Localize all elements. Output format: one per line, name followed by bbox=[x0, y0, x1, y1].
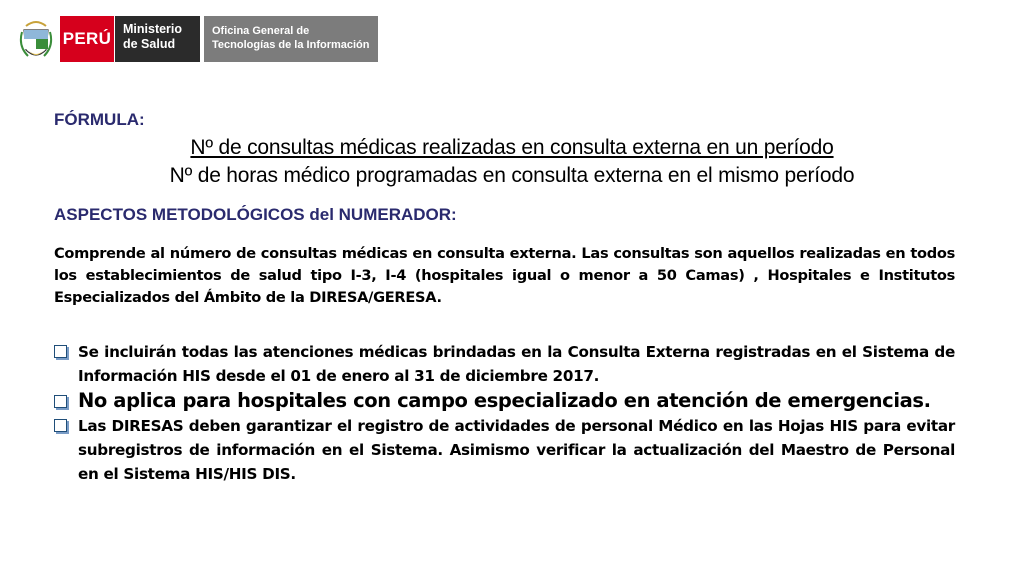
list-item bbox=[54, 388, 955, 414]
formula-numerator: Nº de consultas médicas realizadas en consulta externa en un período bbox=[190, 136, 834, 159]
checkbox-bullet-icon bbox=[54, 395, 67, 408]
list-item bbox=[54, 414, 955, 486]
bullet-text: Las DIRESAS deben garantizar el registro de actividades de personal Médico en las Hojas HIS para evitar subregistros de información en el Sistema. Asimismo verificar la actualización del Maestro de Personal en el Sistema HIS/HIS DIS. bbox=[78, 417, 955, 483]
bullet-text: No aplica para hospitales con campo especializado en atención de emergencias. bbox=[78, 389, 931, 412]
coat-of-arms-icon bbox=[18, 16, 54, 62]
office-line-1: Oficina General de bbox=[212, 25, 310, 37]
ministry-line-2: de Salud bbox=[123, 37, 176, 51]
checkbox-bullet-icon bbox=[54, 345, 67, 358]
bullet-list bbox=[54, 340, 955, 486]
office-badge bbox=[202, 16, 378, 62]
ministry-badge bbox=[114, 16, 200, 62]
ministry-line-1: Ministerio bbox=[123, 22, 183, 36]
formula-denominator: Nº de horas médico programadas en consulta externa en el mismo período bbox=[169, 164, 855, 187]
aspects-label: ASPECTOS METODOLÓGICOS del NUMERADOR: bbox=[54, 205, 457, 224]
bullet-text: Se incluirán todas las atenciones médicas brindadas en la Consulta Externa registradas en el Sistema de Información HIS desde el 01 de enero al 31 de diciembre 2017. bbox=[78, 343, 955, 385]
aspects-paragraph: Comprende al número de consultas médicas en consulta externa. Las consultas son aquellos realizadas en todos los establecimientos de salud tipo I-3, I-4 (hospitales igual o menor a 50 Camas) , Hospitales e Institutos Especializados del Ámbito de la DIRESA/GERESA. bbox=[54, 245, 955, 306]
institutional-header bbox=[18, 16, 378, 62]
list-item bbox=[54, 340, 955, 388]
office-line-2: Tecnologías de la Información bbox=[212, 39, 370, 51]
formula-label: FÓRMULA: bbox=[54, 110, 145, 129]
peru-badge: PERÚ bbox=[60, 16, 114, 62]
checkbox-bullet-icon bbox=[54, 419, 67, 432]
